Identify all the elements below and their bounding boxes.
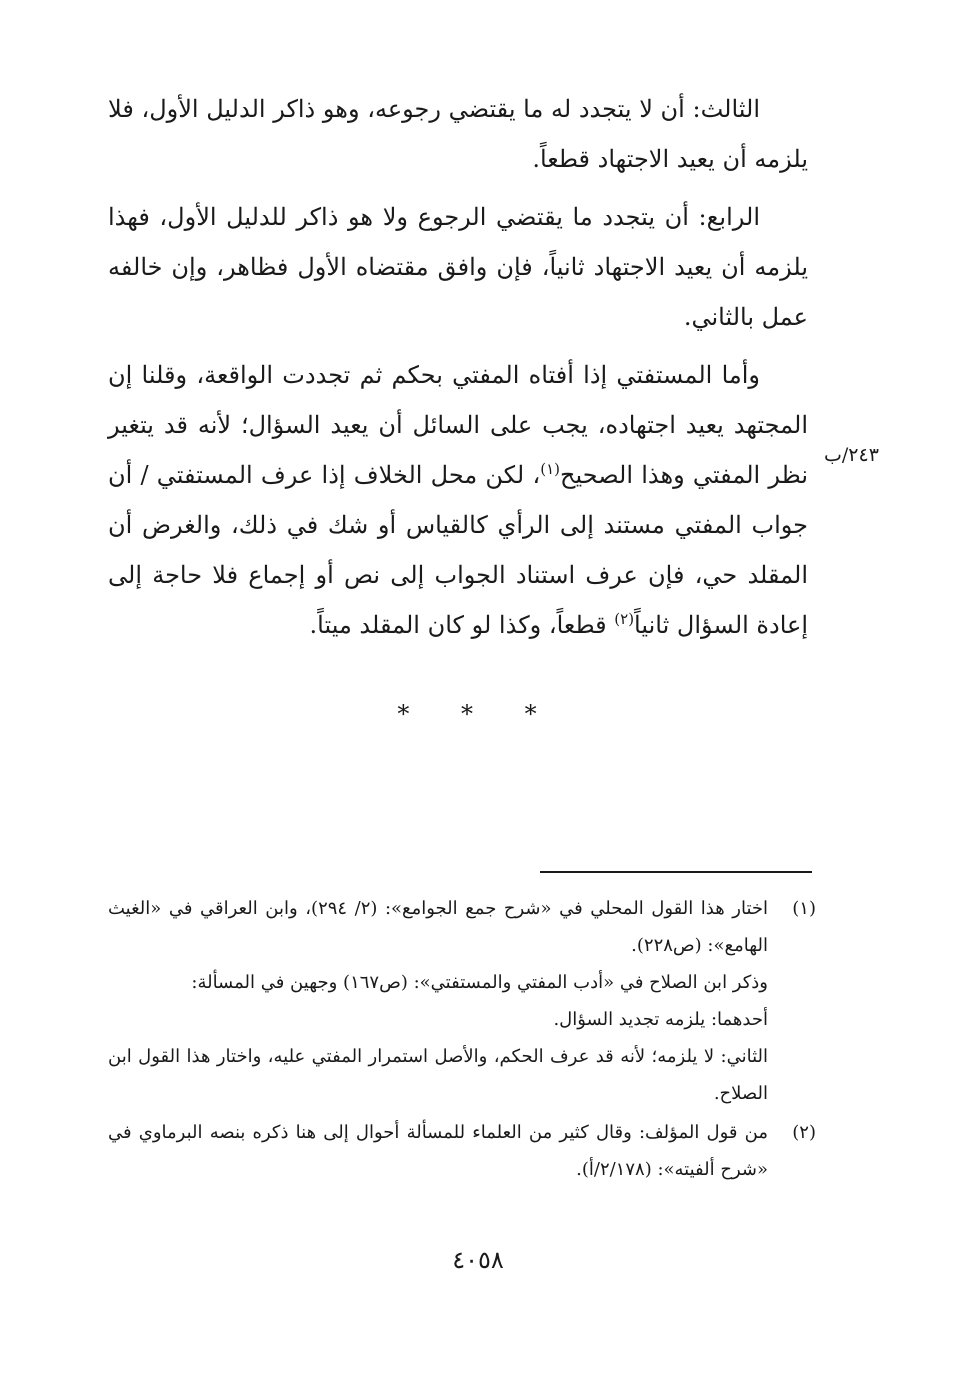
footnote-1 [108,890,820,1112]
paragraph-mustafti-part3: قطعاً، وكذا لو كان المقلد ميتاً. [309,611,615,639]
footnote-1-line: الثاني: لا يلزمه؛ لأنه قد عرف الحكم، والأصل استمرار المفتي عليه، واختار هذا القول ابن الصلاح. [108,1046,768,1104]
footnote-divider [540,871,812,873]
footnote-number-2: (٢) [792,1122,816,1143]
section-separator: * * * [397,700,559,728]
paragraph-mustafti-part2: ، لكن محل الخلاف إذا عرف المستفتي / أن جواب المفتي مستند إلى الرأي كالقياس أو شك في ذلك، والغرض أن المقلد حي، فإن عرف استناد الجواب إلى نص أو إجماع فلا حاجة إلى إعادة السؤال ثانياً [108,461,808,639]
page-number: ٤٠٥٨ [452,1246,504,1274]
footnote-1-line: أحدهما: يلزمه تجديد السؤال. [553,1009,768,1030]
main-text-body [108,84,808,658]
manuscript-folio-note: ٢٤٣/ب [824,444,879,466]
footnote-1-line: اختار هذا القول المحلي في «شرح جمع الجوامع»: (٢/ ٢٩٤)، وابن العراقي في «الغيث الهامع»: (ص٢٢٨). [108,898,769,956]
footnote-ref-2[interactable]: (٢) [614,610,635,628]
footnote-2 [108,1114,820,1188]
footnote-1-line: وذكر ابن الصلاح في «أدب المفتي والمستفتي»: (ص١٦٧) وجهين في المسألة: [191,972,768,993]
footnote-2-line: من قول المؤلف: وقال كثير من العلماء للمسألة أحوال إلى هنا ذكره بنصه البرماوي في «شرح ألفيته»: (٢/١٧٨/أ). [108,1122,768,1180]
paragraph-mustafti [108,350,808,650]
footnote-ref-1[interactable]: (١) [540,460,560,478]
paragraph-fourth-case: الرابع: أن يتجدد ما يقتضي الرجوع ولا هو ذاكر للدليل الأول، فهذا يلزمه أن يعيد الاجتهاد ثانياً، فإن وافق مقتضاه الأول فظاهر، وإن خالفه عمل بالثاني. [108,203,808,331]
paragraph-third-case: الثالث: أن لا يتجدد له ما يقتضي رجوعه، وهو ذاكر الدليل الأول، فلا يلزمه أن يعيد الاجتهاد قطعاً. [108,95,808,173]
footnote-number-1: (١) [792,898,816,919]
paragraph-mustafti-part1: وأما المستفتي إذا أفتاه المفتي بحكم ثم تجددت الواقعة، وقلنا إن المجتهد يعيد اجتهاده، يجب على السائل أن يعيد السؤال؛ لأنه قد يتغير نظر المفتي وهذا الصحيح [108,361,808,489]
footnotes-section [108,890,820,1190]
